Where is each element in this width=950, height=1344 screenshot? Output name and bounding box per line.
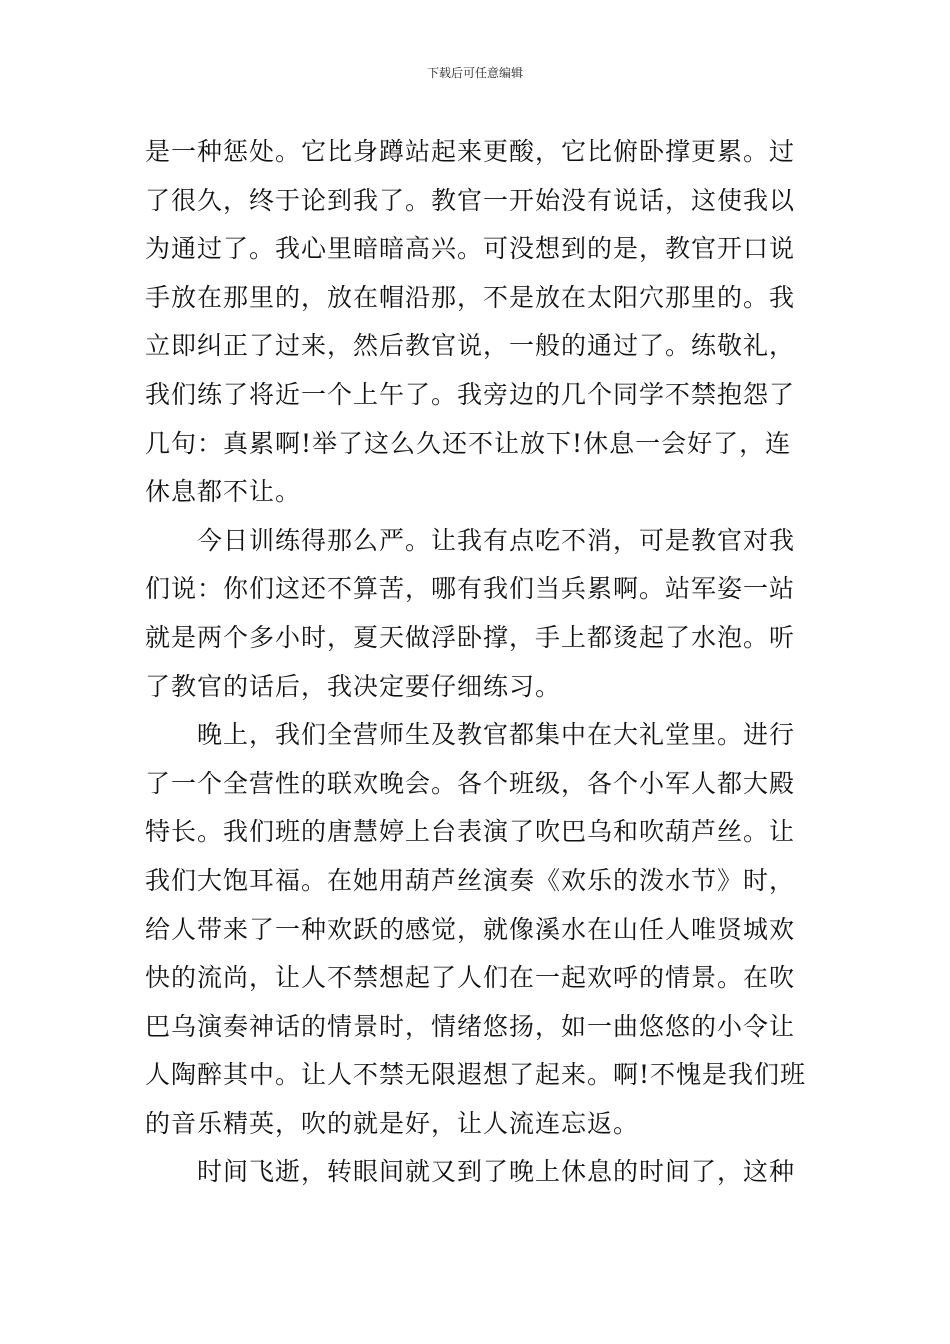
page-header: 下载后可任意编辑 bbox=[426, 66, 523, 80]
text-line: 立即纠正了过来，然后教官说，一般的通过了。练敬礼， bbox=[145, 331, 796, 361]
text-line: 我们大饱耳福。在她用葫芦丝演奏《欢乐的泼水节》时， bbox=[145, 865, 796, 895]
text-line: 休息都不让。 bbox=[145, 477, 302, 507]
text-line: 就是两个多小时，夏天做浮卧撑，手上都烫起了水泡。听 bbox=[145, 622, 796, 652]
text-line: 快的流尚，让人不禁想起了人们在一起欢呼的情景。在吹 bbox=[145, 963, 796, 993]
paragraph-first-line: 时间飞逝，转眼间就又到了晚上休息的时间了，这种 bbox=[197, 1157, 796, 1187]
document-body bbox=[145, 128, 810, 1197]
text-line: 了一个全营性的联欢晚会。各个班级，各个小军人都大殿 bbox=[145, 768, 796, 798]
text-line: 给人带来了一种欢跃的感觉，就像溪水在山任人唯贤城欢 bbox=[145, 914, 796, 944]
paragraph-first-line: 今日训练得那么严。让我有点吃不消，可是教官对我 bbox=[197, 525, 796, 555]
text-line: 几句：真累啊!举了这么久还不让放下!休息一会好了，连 bbox=[145, 428, 792, 458]
text-line: 是一种惩处。它比身蹲站起来更酸，它比俯卧撑更累。过 bbox=[145, 137, 796, 166]
text-line: 手放在那里的，放在帽沿那，不是放在太阳穴那里的。我 bbox=[145, 282, 796, 312]
text-line: 了教官的话后，我决定要仔细练习。 bbox=[145, 671, 562, 701]
text-line: 特长。我们班的唐慧婷上台表演了吹巴乌和吹葫芦丝。让 bbox=[145, 817, 796, 847]
text-line: 人陶醉其中。让人不禁无限遐想了起来。啊!不愧是我们班 bbox=[145, 1060, 807, 1090]
text-line: 的音乐精英，吹的就是好，让人流连忘返。 bbox=[145, 1108, 640, 1138]
text-line: 我们练了将近一个上午了。我旁边的几个同学不禁抱怨了 bbox=[145, 379, 796, 409]
text-line: 为通过了。我心里暗暗高兴。可没想到的是，教官开口说 bbox=[145, 234, 796, 264]
text-line: 巴乌演奏神话的情景时，情绪悠扬，如一曲悠悠的小令让 bbox=[145, 1011, 796, 1041]
paragraph-first-line: 晚上，我们全营师生及教官都集中在大礼堂里。进行 bbox=[197, 720, 796, 750]
text-line: 了很久，终于论到我了。教官一开始没有说话，这使我以 bbox=[145, 185, 796, 215]
text-line: 们说：你们这还不算苦，哪有我们当兵累啊。站军姿一站 bbox=[145, 574, 796, 604]
